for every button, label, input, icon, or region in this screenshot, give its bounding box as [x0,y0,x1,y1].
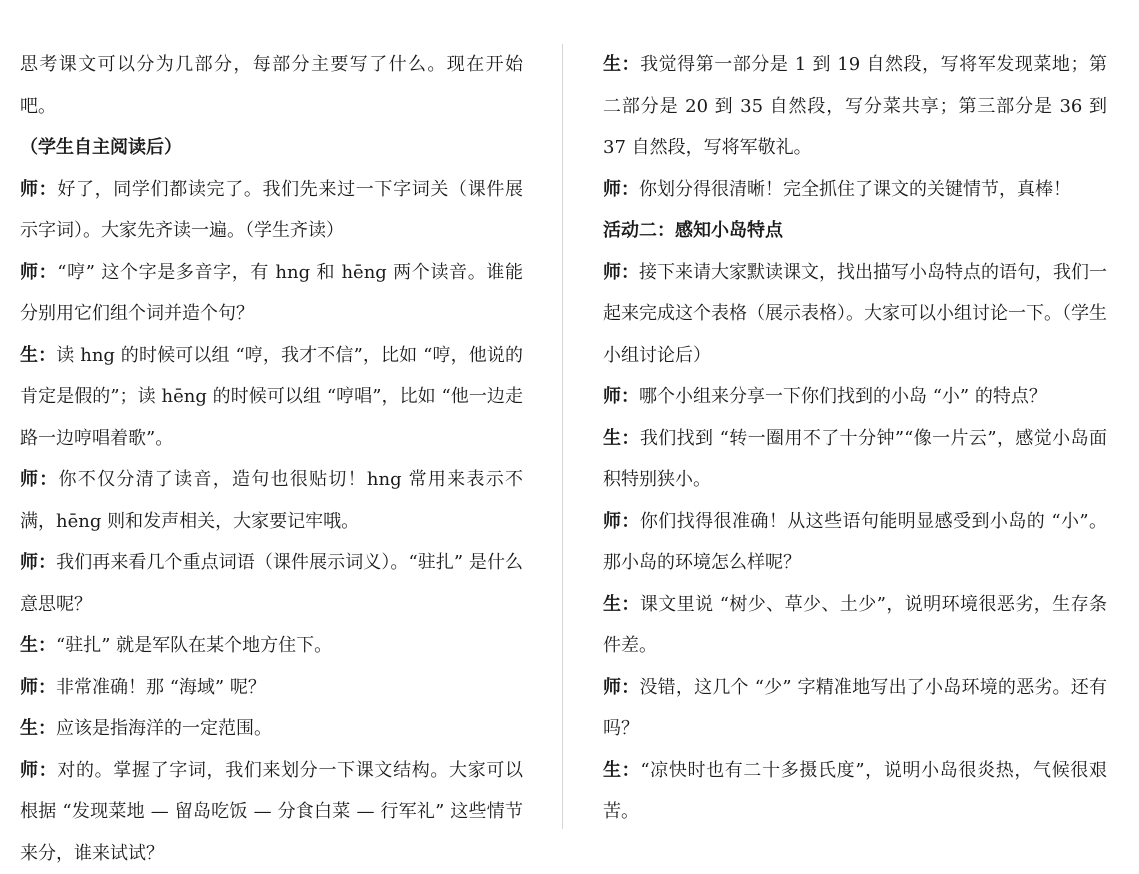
paragraph [603,501,1107,584]
paragraph [603,376,1107,418]
speaker-label: 师： [20,262,57,283]
paragraph-text: 哪个小组来分享一下你们找到的小岛 “小” 的特点？ [639,386,1047,407]
speaker-label: 生： [603,594,640,615]
paragraph [603,750,1107,833]
paragraph-text: “哼” 这个字是多音字，有 hng 和 hēng 两个读音。谁能分别用它们组个词并造个句？ [20,262,523,325]
paragraph-text: 你不仅分清了读音，造句也很贴切！hng 常用来表示不满，hēng 则和发声相关，大家要记牢哦。 [20,469,523,532]
speaker-label: 生： [20,345,56,366]
paragraph-text: 应该是指海洋的一定范围。 [56,718,272,739]
paragraph [20,459,523,542]
speaker-label: 生： [20,635,56,656]
paragraph-text: 我觉得第一部分是 1 到 19 自然段，写将军发现菜地；第二部分是 20 到 35 自然段，写分菜共享；第三部分是 36 到 37 自然段，写将军敬礼。 [603,54,1107,158]
paragraph [20,335,523,460]
stage-direction [20,127,523,169]
paragraph-text: 没错，这几个 “少” 字精准地写出了小岛环境的恶劣。还有吗？ [603,677,1107,740]
speaker-label: 师： [603,179,639,200]
speaker-label: 生： [603,760,640,781]
paragraph [603,252,1107,377]
paragraph-text: 接下来请大家默读课文，找出描写小岛特点的语句，我们一起来完成这个表格（展示表格）。大家可以小组讨论一下。（学生小组讨论后） [603,262,1107,366]
speaker-label: 生： [20,718,56,739]
paragraph-text: 我们再来看几个重点词语（课件展示词义）。“驻扎” 是什么意思呢？ [20,552,523,615]
paragraph [20,667,523,709]
left-column [20,44,523,874]
paragraph-text: 我们找到 “转一圈用不了十分钟”“像一片云”，感觉小岛面积特别狭小。 [603,428,1107,491]
paragraph-text: 好了，同学们都读完了。我们先来过一下字词关（课件展示字词）。大家先齐读一遍。（学生齐读） [20,179,523,242]
paragraph-text: 活动二：感知小岛特点 [603,220,783,241]
paragraph [20,625,523,667]
speaker-label: 师： [603,511,640,532]
paragraph [603,584,1107,667]
speaker-label: 师： [603,386,639,407]
paragraph [20,252,523,335]
speaker-label: 师： [20,552,56,573]
column-divider [562,44,563,829]
right-column [603,44,1107,833]
speaker-label: 师： [603,262,639,283]
paragraph-text: “驻扎” 就是军队在某个地方住下。 [56,635,332,656]
speaker-label: 师： [20,677,56,698]
speaker-label: 师： [20,179,57,200]
paragraph [603,169,1107,211]
paragraph-text: “凉快时也有二十多摄氏度”，说明小岛很炎热，气候很艰苦。 [603,760,1107,823]
paragraph-text: 读 hng 的时候可以组 “哼，我才不信”，比如 “哼，他说的肯定是假的”；读 hēng 的时候可以组 “哼唱”，比如 “他一边走路一边哼唱着歌”。 [20,345,523,449]
paragraph [20,708,523,750]
paragraph [20,750,523,874]
speaker-label: 生： [603,54,640,75]
paragraph-text: 对的。掌握了字词，我们来划分一下课文结构。大家可以根据 “发现菜地 — 留岛吃饭 — 分食白菜 — 行军礼” 这些情节来分，谁来试试？ [20,760,523,864]
paragraph-text: 你划分得很清晰！完全抓住了课文的关键情节，真棒！ [639,179,1071,200]
paragraph [603,418,1107,501]
paragraph-text: 你们找得很准确！从这些语句能明显感受到小岛的 “小”。那小岛的环境怎么样呢？ [603,511,1107,574]
paragraph [20,44,523,127]
paragraph [603,667,1107,750]
paragraph-text: （学生自主阅读后） [20,137,182,158]
paragraph [20,542,523,625]
section-heading [603,210,1107,252]
paragraph-text: 非常准确！那 “海域” 呢？ [56,677,266,698]
paragraph-text: 课文里说 “树少、草少、土少”，说明环境很恶劣，生存条件差。 [603,594,1107,657]
speaker-label: 师： [20,760,57,781]
paragraph [20,169,523,252]
speaker-label: 师： [603,677,639,698]
paragraph [603,44,1107,169]
speaker-label: 师： [20,469,59,490]
paragraph-text: 思考课文可以分为几部分，每部分主要写了什么。现在开始吧。 [20,54,523,117]
speaker-label: 生： [603,428,640,449]
